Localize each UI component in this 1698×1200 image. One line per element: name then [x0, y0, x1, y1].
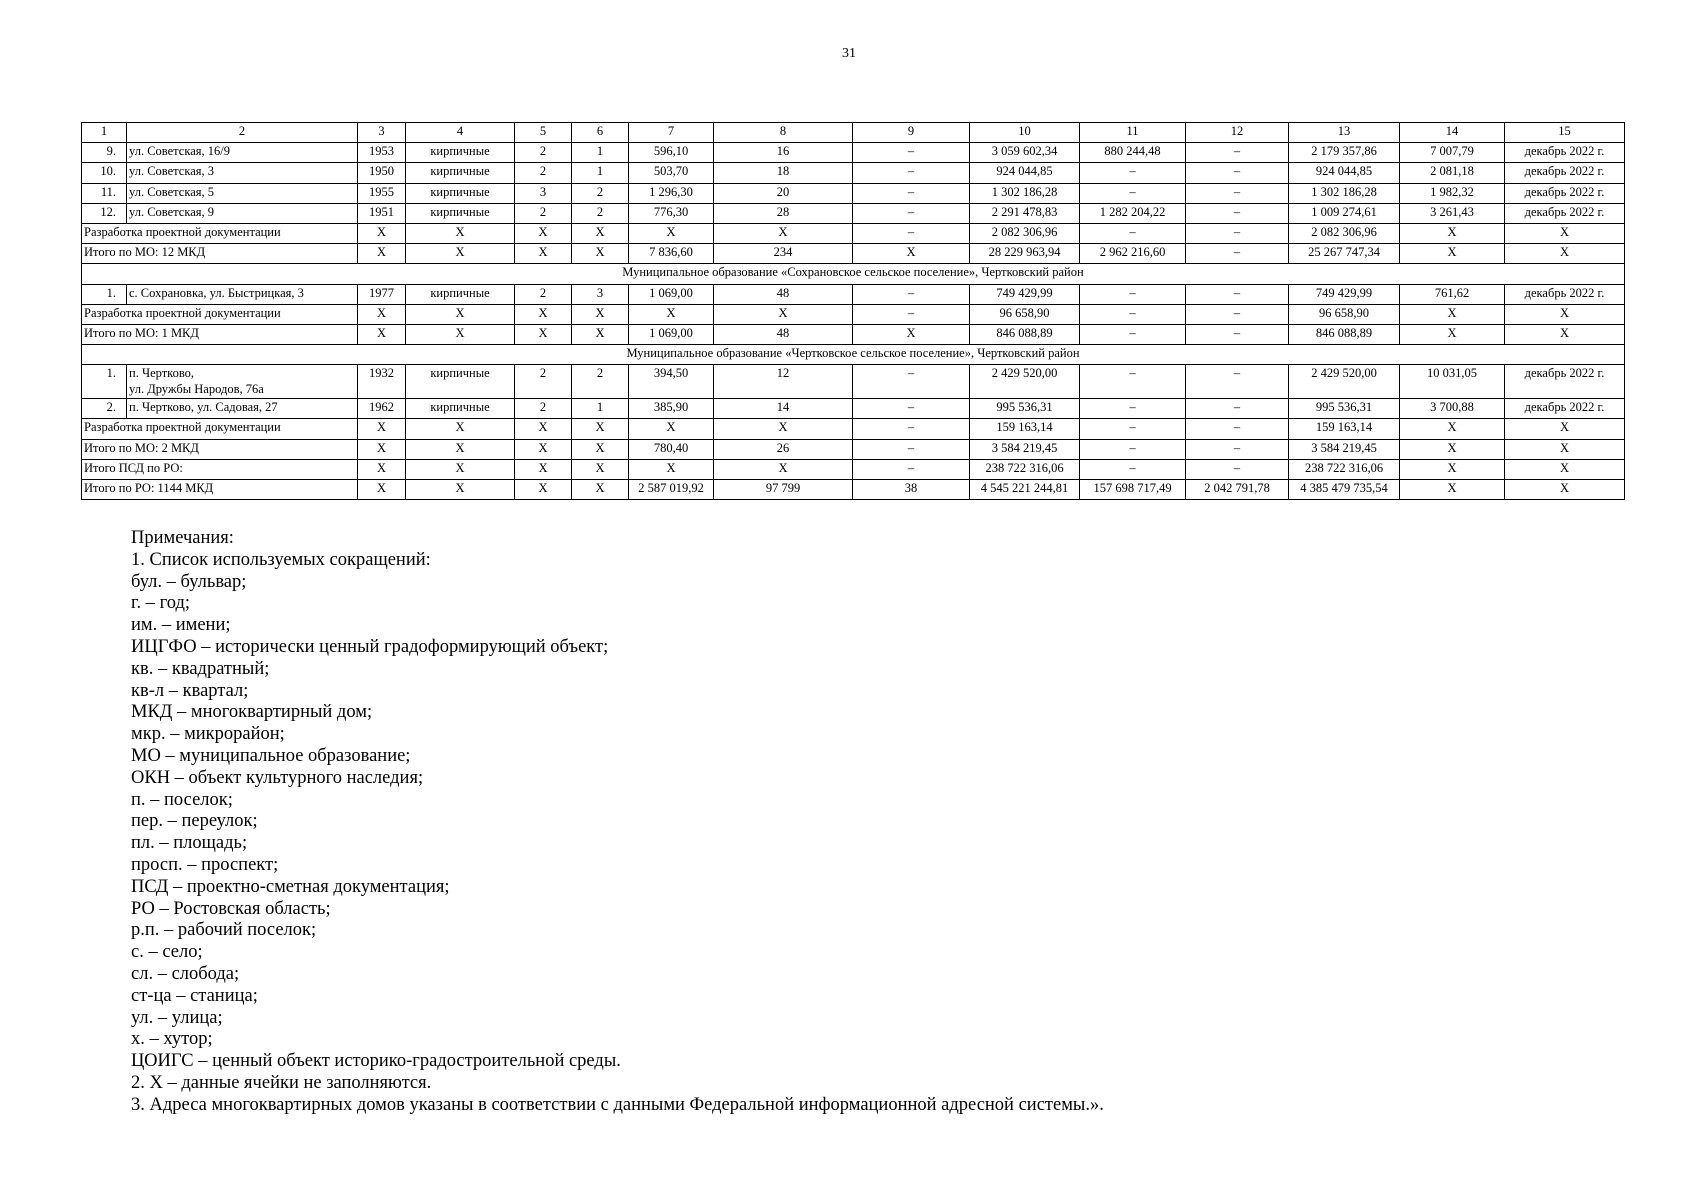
table-cell: 1977 [358, 284, 406, 304]
table-cell: Х [406, 439, 515, 459]
table-cell: 1955 [358, 183, 406, 203]
table-cell: Х [406, 223, 515, 243]
table-cell: 38 [853, 480, 970, 500]
section-row [82, 345, 1625, 365]
table-cell: – [1080, 459, 1186, 479]
table-cell: – [853, 284, 970, 304]
table-cell: 234 [714, 244, 853, 264]
table-cell: Х [629, 304, 714, 324]
table-cell: Х [572, 439, 629, 459]
table-cell: 4 545 221 244,81 [970, 480, 1080, 500]
table-cell: – [1186, 399, 1289, 419]
table-cell: декабрь 2022 г. [1505, 143, 1625, 163]
table-cell: 503,70 [629, 163, 714, 183]
table-cell: 394,50 [629, 365, 714, 399]
address-cell: с. Сохрановка, ул. Быстрицкая, 3 [127, 284, 358, 304]
notes-block [131, 528, 1104, 1117]
table-cell: 2 [572, 183, 629, 203]
table-cell: 2 429 520,00 [1289, 365, 1400, 399]
column-number-cell: 9 [853, 123, 970, 143]
table-cell: 159 163,14 [1289, 419, 1400, 439]
table-cell: 14 [714, 399, 853, 419]
note-line: ЦОИГС – ценный объект историко-градостроительной среды. [131, 1051, 621, 1072]
table-cell: – [1186, 439, 1289, 459]
summary-label-cell: Итого по МО: 2 МКД [82, 439, 358, 459]
table-cell: Х [572, 459, 629, 479]
table-cell: Х [358, 223, 406, 243]
address-cell: ул. Советская, 9 [127, 203, 358, 223]
table-cell: Х [406, 324, 515, 344]
table-body [82, 123, 1625, 500]
summary-row [82, 223, 1625, 243]
note-line: кв. – квадратный; [131, 658, 270, 679]
address-cell: ул. Советская, 3 [127, 163, 358, 183]
table-cell: кирпичные [406, 183, 515, 203]
table-cell: – [1186, 203, 1289, 223]
table-cell: 3 584 219,45 [970, 439, 1080, 459]
table-cell: 48 [714, 284, 853, 304]
table-cell: 159 163,14 [970, 419, 1080, 439]
table-cell: Х [572, 223, 629, 243]
table-cell: Х [1505, 459, 1625, 479]
table-cell: 1 [572, 163, 629, 183]
table-cell: 2 [515, 284, 572, 304]
table-cell: 25 267 747,34 [1289, 244, 1400, 264]
table-cell: 26 [714, 439, 853, 459]
summary-label-cell: Итого по РО: 1144 МКД [82, 480, 358, 500]
table-cell: 7 007,79 [1400, 143, 1505, 163]
note-line: с. – село; [131, 942, 203, 963]
table-cell: Х [406, 244, 515, 264]
table-cell: – [1186, 183, 1289, 203]
column-number-cell: 11 [1080, 123, 1186, 143]
table-cell: – [1186, 304, 1289, 324]
note-line: ст-ца – станица; [131, 985, 258, 1006]
column-number-cell: 14 [1400, 123, 1505, 143]
table-cell: Х [1400, 223, 1505, 243]
table-cell: Х [572, 304, 629, 324]
table-cell: Х [358, 324, 406, 344]
table-cell: 1962 [358, 399, 406, 419]
table-cell: 12. [82, 203, 127, 223]
note-line: ПСД – проектно-сметная документация; [131, 876, 450, 897]
table-cell: 20 [714, 183, 853, 203]
table-cell: 1 069,00 [629, 284, 714, 304]
table-cell: Х [1400, 244, 1505, 264]
table-cell: Х [358, 419, 406, 439]
table-cell: Х [406, 419, 515, 439]
table-cell: Х [358, 304, 406, 324]
table-cell: – [1080, 304, 1186, 324]
table-cell: – [853, 399, 970, 419]
table-cell: 2 [515, 143, 572, 163]
table-cell: кирпичные [406, 365, 515, 399]
table-cell: 12 [714, 365, 853, 399]
table-cell: – [853, 419, 970, 439]
table-cell: Х [714, 459, 853, 479]
table-cell: 1 982,32 [1400, 183, 1505, 203]
table-cell: Х [572, 419, 629, 439]
table-cell: 2 081,18 [1400, 163, 1505, 183]
summary-row [82, 480, 1625, 500]
note-line: РО – Ростовская область; [131, 898, 331, 919]
table-cell: Х [1505, 244, 1625, 264]
table-cell: 1932 [358, 365, 406, 399]
table-cell: 9. [82, 143, 127, 163]
table-cell: – [1186, 459, 1289, 479]
table-cell: 1. [82, 284, 127, 304]
table-cell: – [1186, 284, 1289, 304]
column-number-cell: 15 [1505, 123, 1625, 143]
table-cell: Х [1505, 223, 1625, 243]
table-cell: Х [515, 439, 572, 459]
table-cell: – [853, 143, 970, 163]
table-cell: 3 059 602,34 [970, 143, 1080, 163]
table-cell: 846 088,89 [970, 324, 1080, 344]
table-cell: – [1080, 324, 1186, 344]
note-line: х. – хутор; [131, 1029, 213, 1050]
note-line: г. – год; [131, 593, 191, 614]
table-cell: Х [572, 324, 629, 344]
table-cell: Х [1400, 324, 1505, 344]
table-cell: Х [515, 419, 572, 439]
note-line: п. – поселок; [131, 789, 233, 810]
note-line: МКД – многоквартирный дом; [131, 702, 373, 723]
table-cell: – [1186, 223, 1289, 243]
table-cell: Х [714, 419, 853, 439]
table-cell: 2 082 306,96 [1289, 223, 1400, 243]
summary-label-cell: Разработка проектной документации [82, 304, 358, 324]
table-cell: кирпичные [406, 284, 515, 304]
table-cell: – [1186, 143, 1289, 163]
table-cell: 48 [714, 324, 853, 344]
table-cell: Х [515, 459, 572, 479]
table-cell: Х [714, 304, 853, 324]
table-cell: 1950 [358, 163, 406, 183]
table-cell: 10. [82, 163, 127, 183]
table-cell: Х [1400, 439, 1505, 459]
column-number-cell: 7 [629, 123, 714, 143]
table-cell: Х [406, 459, 515, 479]
note-line: сл. – слобода; [131, 963, 240, 984]
table-cell: Х [572, 244, 629, 264]
table-cell: 11. [82, 183, 127, 203]
summary-row [82, 459, 1625, 479]
table-cell: 1. [82, 365, 127, 399]
table-cell: 1 069,00 [629, 324, 714, 344]
table-cell: 2 [572, 203, 629, 223]
address-cell: ул. Советская, 5 [127, 183, 358, 203]
table-cell: 2 [515, 203, 572, 223]
table-cell: 1 302 186,28 [1289, 183, 1400, 203]
table-cell: – [1186, 419, 1289, 439]
table-cell: – [1080, 399, 1186, 419]
table-cell: 2 082 306,96 [970, 223, 1080, 243]
column-number-cell: 12 [1186, 123, 1289, 143]
table-cell: Х [515, 244, 572, 264]
table-cell: Х [358, 480, 406, 500]
table-cell: Х [1505, 480, 1625, 500]
table-cell: 3 700,88 [1400, 399, 1505, 419]
table-cell: 7 836,60 [629, 244, 714, 264]
table-cell: 880 244,48 [1080, 143, 1186, 163]
table-cell: 157 698 717,49 [1080, 480, 1186, 500]
table-cell: – [1080, 223, 1186, 243]
table-cell: Х [1505, 439, 1625, 459]
section-title-cell: Муниципальное образование «Чертковское сельское поселение», Чертковский район [82, 345, 1625, 365]
table-cell: Х [406, 304, 515, 324]
table-cell: 2 042 791,78 [1186, 480, 1289, 500]
table-row [82, 284, 1625, 304]
table-cell: декабрь 2022 г. [1505, 365, 1625, 399]
page-number: 31 [842, 46, 856, 61]
table-cell: Х [572, 480, 629, 500]
table-cell: Х [515, 304, 572, 324]
table-cell: 776,30 [629, 203, 714, 223]
note-line: 2. Х – данные ячейки не заполняются. [131, 1072, 432, 1093]
table-cell: 780,40 [629, 439, 714, 459]
table-cell: Х [1400, 480, 1505, 500]
table-cell: Х [358, 459, 406, 479]
table-cell: кирпичные [406, 143, 515, 163]
column-number-row [82, 123, 1625, 143]
table-cell: декабрь 2022 г. [1505, 284, 1625, 304]
table-cell: 3 261,43 [1400, 203, 1505, 223]
note-line: 1. Список используемых сокращений: [131, 549, 431, 570]
table-cell: 238 722 316,06 [1289, 459, 1400, 479]
summary-label-cell: Итого по МО: 12 МКД [82, 244, 358, 264]
table-row [82, 163, 1625, 183]
table-cell: Х [406, 480, 515, 500]
note-line: МО – муниципальное образование; [131, 745, 411, 766]
table-cell: Х [515, 223, 572, 243]
table-cell: Х [358, 439, 406, 459]
table-cell: 924 044,85 [1289, 163, 1400, 183]
table-cell: 2 [515, 163, 572, 183]
table-cell: 3 [515, 183, 572, 203]
table-cell: 1953 [358, 143, 406, 163]
table-cell: – [853, 459, 970, 479]
column-number-cell: 13 [1289, 123, 1400, 143]
column-number-cell: 4 [406, 123, 515, 143]
table-cell: – [1080, 284, 1186, 304]
table-cell: 28 [714, 203, 853, 223]
table-cell: 2 587 019,92 [629, 480, 714, 500]
housing-repair-table [81, 122, 1625, 500]
table-cell: Х [1505, 324, 1625, 344]
table-cell: 238 722 316,06 [970, 459, 1080, 479]
column-number-cell: 2 [127, 123, 358, 143]
section-title-cell: Муниципальное образование «Сохрановское сельское поселение», Чертковский район [82, 264, 1625, 284]
table-row [82, 365, 1625, 399]
note-line: им. – имени; [131, 615, 231, 636]
table-cell: 1 [572, 399, 629, 419]
summary-label-cell: Разработка проектной документации [82, 419, 358, 439]
table-row [82, 399, 1625, 419]
table-cell: 97 799 [714, 480, 853, 500]
note-line: пер. – переулок; [131, 811, 258, 832]
table-cell: 96 658,90 [970, 304, 1080, 324]
table-cell: Х [629, 223, 714, 243]
summary-label-cell: Итого по МО: 1 МКД [82, 324, 358, 344]
note-line: пл. – площадь; [131, 833, 248, 854]
note-line: кв-л – квартал; [131, 680, 249, 701]
table-cell: Х [1400, 459, 1505, 479]
table-cell: Х [358, 244, 406, 264]
table-cell: Х [853, 324, 970, 344]
table-cell: 2 [572, 365, 629, 399]
table-cell: 749 429,99 [1289, 284, 1400, 304]
table-cell: 761,62 [1400, 284, 1505, 304]
table-cell: 1 302 186,28 [970, 183, 1080, 203]
column-number-cell: 3 [358, 123, 406, 143]
note-line: бул. – бульвар; [131, 571, 247, 592]
table-cell: 10 031,05 [1400, 365, 1505, 399]
table-cell: 2. [82, 399, 127, 419]
table-cell: 385,90 [629, 399, 714, 419]
column-number-cell: 10 [970, 123, 1080, 143]
table-cell: Х [1505, 419, 1625, 439]
table-cell: 2 291 478,83 [970, 203, 1080, 223]
table-cell: – [853, 439, 970, 459]
note-line: 3. Адреса многоквартирных домов указаны в соответствии с данными Федеральной информационной адресной системы.». [131, 1094, 1104, 1115]
table-cell: 846 088,89 [1289, 324, 1400, 344]
table-cell: – [853, 365, 970, 399]
table-cell: Х [515, 324, 572, 344]
table-cell: 1951 [358, 203, 406, 223]
table-cell: декабрь 2022 г. [1505, 183, 1625, 203]
table-cell: – [853, 183, 970, 203]
table-cell: – [1186, 163, 1289, 183]
table-cell: 2 [515, 399, 572, 419]
table-cell: декабрь 2022 г. [1505, 163, 1625, 183]
table-cell: Х [515, 480, 572, 500]
summary-label-cell: Разработка проектной документации [82, 223, 358, 243]
note-line: мкр. – микрорайон; [131, 724, 285, 745]
table-cell: Х [629, 459, 714, 479]
table-cell: 995 536,31 [970, 399, 1080, 419]
table-cell: Х [714, 223, 853, 243]
address-cell: ул. Советская, 16/9 [127, 143, 358, 163]
summary-label-cell: Итого ПСД по РО: [82, 459, 358, 479]
table-cell: 28 229 963,94 [970, 244, 1080, 264]
summary-row [82, 324, 1625, 344]
table-cell: декабрь 2022 г. [1505, 399, 1625, 419]
table-cell: 596,10 [629, 143, 714, 163]
table-cell: декабрь 2022 г. [1505, 203, 1625, 223]
note-line: ИЦГФО – исторически ценный градоформирующий объект; [131, 636, 609, 657]
table-cell: 2 179 357,86 [1289, 143, 1400, 163]
table-cell: 3 584 219,45 [1289, 439, 1400, 459]
column-number-cell: 6 [572, 123, 629, 143]
table-cell: 3 [572, 284, 629, 304]
table-cell: 924 044,85 [970, 163, 1080, 183]
table-cell: – [853, 223, 970, 243]
table-cell: 749 429,99 [970, 284, 1080, 304]
table-cell: – [853, 203, 970, 223]
table-cell: кирпичные [406, 203, 515, 223]
table-cell: – [1080, 183, 1186, 203]
note-line: Примечания: [131, 528, 234, 548]
table-cell: 2 962 216,60 [1080, 244, 1186, 264]
table-cell: 995 536,31 [1289, 399, 1400, 419]
summary-row [82, 304, 1625, 324]
column-number-cell: 8 [714, 123, 853, 143]
table-cell: кирпичные [406, 163, 515, 183]
table-cell: 16 [714, 143, 853, 163]
table-cell: – [1186, 324, 1289, 344]
column-number-cell: 5 [515, 123, 572, 143]
table-cell: – [1080, 365, 1186, 399]
table-cell: 18 [714, 163, 853, 183]
table-cell: 96 658,90 [1289, 304, 1400, 324]
table-cell: Х [853, 244, 970, 264]
table-cell: – [853, 163, 970, 183]
note-line: ул. – улица; [131, 1007, 223, 1028]
table-cell: 1 [572, 143, 629, 163]
table-cell: 2 [515, 365, 572, 399]
table-row [82, 143, 1625, 163]
table-cell: Х [1400, 304, 1505, 324]
note-line: ОКН – объект культурного наследия; [131, 767, 424, 788]
note-line: р.п. – рабочий поселок; [131, 920, 317, 941]
table-cell: 1 296,30 [629, 183, 714, 203]
summary-row [82, 419, 1625, 439]
table-cell: Х [629, 419, 714, 439]
table-cell: 1 009 274,61 [1289, 203, 1400, 223]
table-cell: 2 429 520,00 [970, 365, 1080, 399]
table-row [82, 203, 1625, 223]
summary-row [82, 244, 1625, 264]
table-cell: – [1186, 244, 1289, 264]
table-cell: Х [1400, 419, 1505, 439]
table-cell: кирпичные [406, 399, 515, 419]
table-cell: – [1080, 419, 1186, 439]
address-cell: п. Чертково, ул. Дружбы Народов, 76а [127, 365, 358, 399]
table-row [82, 183, 1625, 203]
address-cell: п. Чертково, ул. Садовая, 27 [127, 399, 358, 419]
summary-row [82, 439, 1625, 459]
table-cell: – [853, 304, 970, 324]
table-cell: 4 385 479 735,54 [1289, 480, 1400, 500]
table-cell: 1 282 204,22 [1080, 203, 1186, 223]
table-cell: Х [1505, 304, 1625, 324]
table-cell: – [1080, 439, 1186, 459]
table-cell: – [1186, 365, 1289, 399]
note-line: просп. – проспект; [131, 854, 279, 875]
section-row [82, 264, 1625, 284]
table-cell: – [1080, 163, 1186, 183]
column-number-cell: 1 [82, 123, 127, 143]
